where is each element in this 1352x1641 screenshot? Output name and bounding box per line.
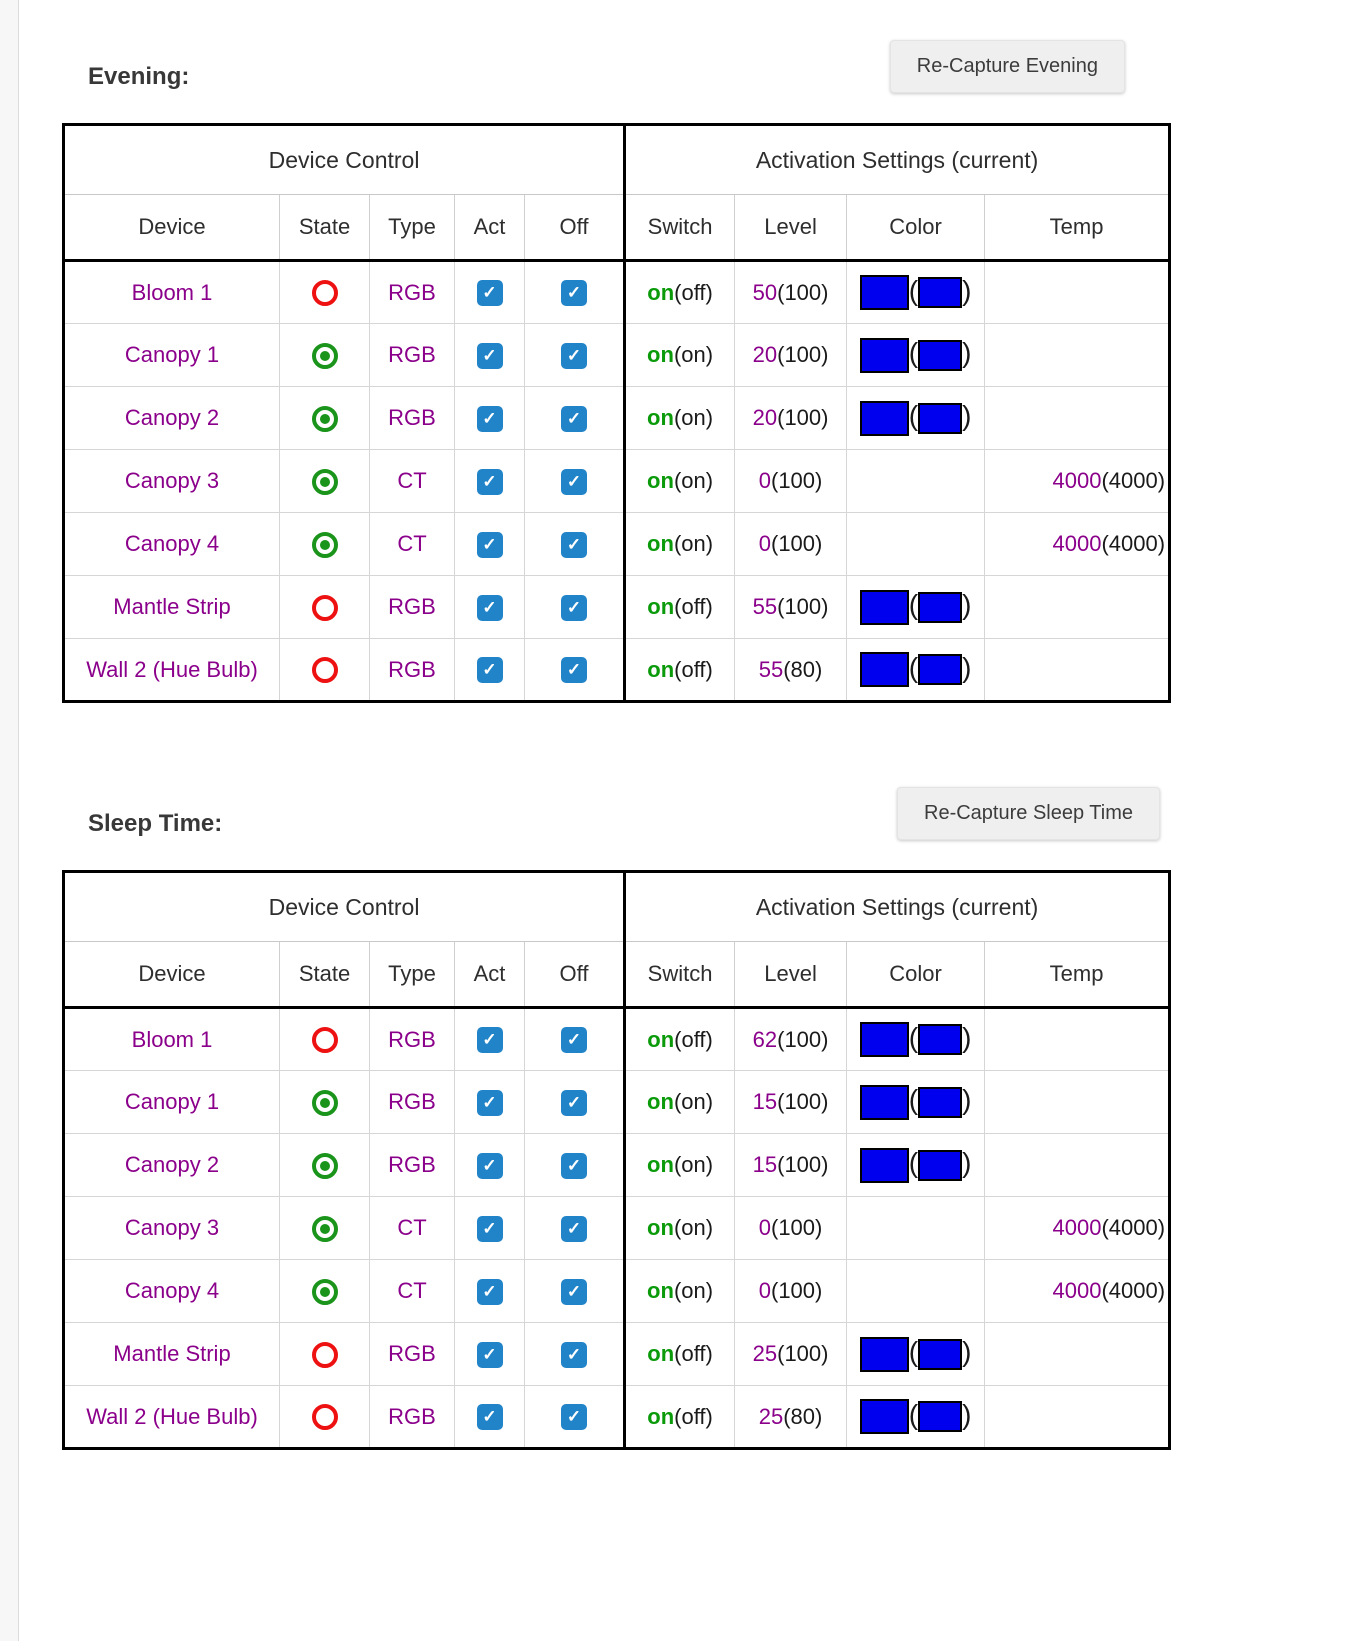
switch-setpoint: on	[647, 1341, 675, 1366]
table-row	[64, 513, 1170, 576]
table-row	[64, 639, 1170, 702]
color-setpoint-swatch	[860, 1337, 909, 1372]
level-setpoint: 0	[758, 1278, 771, 1303]
state-icon	[312, 532, 338, 558]
column-header-row	[64, 195, 1170, 261]
check-icon: ✓	[482, 1218, 497, 1238]
check-icon: ✓	[482, 1281, 497, 1301]
device-name: Canopy 4	[124, 531, 220, 556]
device-control-header: Device Control	[64, 872, 625, 942]
check-icon: ✓	[482, 1407, 497, 1427]
device-control-header: Device Control	[64, 125, 625, 195]
state-icon	[312, 1216, 338, 1242]
device-name: Mantle Strip	[113, 1341, 231, 1366]
col-header-act: Act	[455, 195, 525, 261]
off-checkbox[interactable]	[561, 280, 587, 306]
device-type: CT	[397, 1278, 427, 1303]
color-current-swatch	[918, 1401, 962, 1432]
act-checkbox[interactable]	[477, 1216, 503, 1242]
switch-setpoint: on	[647, 1026, 675, 1052]
level-current: (80)	[783, 1403, 823, 1429]
switch-current: (on)	[673, 342, 714, 367]
switch-setpoint: on	[647, 594, 675, 619]
switch-current: (on)	[673, 531, 714, 556]
level-setpoint: 0	[758, 531, 771, 556]
switch-current: (on)	[673, 1089, 714, 1114]
col-header-temp: Temp	[985, 942, 1170, 1008]
color-setpoint-swatch	[860, 652, 909, 687]
device-name: Canopy 3	[124, 468, 220, 493]
check-icon: ✓	[566, 345, 582, 365]
level-current: (100)	[777, 1026, 829, 1052]
level-setpoint: 62	[752, 1026, 778, 1052]
device-name: Canopy 4	[124, 1278, 220, 1303]
level-setpoint: 20	[752, 405, 778, 430]
switch-current: (off)	[674, 1341, 713, 1366]
color-current-swatch	[918, 1150, 962, 1181]
off-checkbox[interactable]	[561, 1342, 587, 1368]
switch-setpoint: on	[647, 656, 675, 682]
off-checkbox[interactable]	[561, 469, 587, 495]
col-header-device: Device	[64, 942, 280, 1008]
table-row	[64, 1323, 1170, 1386]
recapture-sleep-time-button[interactable]: Re-Capture Sleep Time	[897, 787, 1160, 840]
device-type: RGB	[388, 1026, 436, 1052]
check-icon: ✓	[482, 345, 497, 365]
state-icon	[312, 1279, 338, 1305]
table-row	[64, 1386, 1170, 1449]
col-header-off: Off	[525, 942, 625, 1008]
act-checkbox[interactable]	[477, 343, 503, 369]
group-header-row	[64, 872, 1170, 942]
color-swatches	[860, 337, 972, 368]
level-current: (100)	[777, 1341, 829, 1366]
device-type: RGB	[388, 1403, 436, 1429]
col-header-act: Act	[455, 942, 525, 1008]
switch-setpoint: on	[647, 1278, 674, 1303]
check-icon: ✓	[566, 1344, 582, 1364]
check-icon: ✓	[566, 660, 582, 680]
color-swatches	[860, 1084, 972, 1115]
paren-open: (	[908, 1336, 919, 1367]
level-current: (100)	[771, 1215, 823, 1240]
state-icon	[312, 657, 338, 683]
device-type: CT	[397, 1215, 427, 1240]
switch-setpoint: on	[647, 405, 674, 430]
switch-current: (on)	[673, 1152, 714, 1177]
color-current-swatch	[918, 340, 962, 371]
col-header-switch: Switch	[625, 195, 735, 261]
paren-close: )	[962, 1147, 972, 1178]
switch-setpoint: on	[647, 1215, 674, 1240]
level-current: (100)	[771, 1278, 823, 1303]
sleep-time-section	[62, 787, 1168, 1450]
temp-setpoint: 4000	[1052, 468, 1102, 493]
level-current: (100)	[771, 468, 823, 493]
state-icon	[312, 1404, 338, 1430]
check-icon: ✓	[482, 471, 497, 491]
column-header-row	[64, 942, 1170, 1008]
off-checkbox[interactable]	[561, 532, 587, 558]
color-swatches	[860, 400, 972, 431]
off-checkbox[interactable]	[561, 343, 587, 369]
device-name: Canopy 3	[124, 1215, 220, 1240]
section-title-sleep-time: Sleep Time:	[88, 810, 223, 837]
color-swatches	[860, 1336, 972, 1367]
check-icon: ✓	[566, 1030, 582, 1050]
switch-current: (on)	[673, 1215, 714, 1240]
off-checkbox[interactable]	[561, 657, 587, 683]
level-current: (80)	[783, 656, 823, 682]
paren-close: )	[962, 400, 972, 431]
temp-setpoint: 4000	[1052, 1215, 1102, 1240]
paren-open: (	[908, 589, 919, 620]
temp-current: (4000)	[1101, 531, 1166, 556]
device-type: RGB	[388, 1089, 436, 1114]
scenes-page	[62, 0, 1168, 1450]
check-icon: ✓	[482, 283, 497, 303]
col-header-level: Level	[735, 195, 847, 261]
level-setpoint: 0	[758, 1215, 771, 1240]
act-checkbox[interactable]	[477, 1342, 503, 1368]
level-current: (100)	[777, 405, 829, 430]
check-icon: ✓	[482, 1155, 497, 1175]
temp-current: (4000)	[1101, 468, 1166, 493]
level-setpoint: 25	[758, 1403, 784, 1429]
check-icon: ✓	[566, 408, 582, 428]
col-header-state: State	[280, 942, 370, 1008]
check-icon: ✓	[482, 660, 497, 680]
col-header-off: Off	[525, 195, 625, 261]
level-current: (100)	[777, 1152, 829, 1177]
temp-current: (4000)	[1101, 1278, 1166, 1303]
level-setpoint: 55	[758, 656, 784, 682]
col-header-switch: Switch	[625, 942, 735, 1008]
device-name: Mantle Strip	[113, 594, 231, 619]
level-current: (100)	[777, 594, 829, 619]
level-setpoint: 20	[752, 342, 778, 367]
switch-current: (off)	[674, 1026, 713, 1052]
device-type: RGB	[388, 594, 436, 619]
off-checkbox[interactable]	[561, 406, 587, 432]
device-type: RGB	[388, 279, 436, 305]
check-icon: ✓	[566, 1218, 582, 1238]
evening-section-head	[62, 0, 1168, 93]
switch-setpoint: on	[647, 342, 674, 367]
switch-setpoint: on	[647, 1403, 675, 1429]
device-type: RGB	[388, 405, 436, 430]
color-setpoint-swatch	[860, 1085, 909, 1120]
paren-open: (	[908, 1021, 919, 1053]
level-setpoint: 0	[758, 468, 771, 493]
device-name: Canopy 2	[124, 405, 220, 430]
device-name: Wall 2 (Hue Bulb)	[86, 656, 258, 682]
check-icon: ✓	[566, 1155, 582, 1175]
group-header-row	[64, 125, 1170, 195]
device-type: RGB	[388, 656, 436, 682]
paren-open: (	[908, 1084, 919, 1115]
switch-current: (off)	[674, 1403, 713, 1429]
paren-close: )	[962, 337, 972, 368]
device-type: RGB	[388, 1152, 436, 1177]
color-swatches	[860, 1021, 972, 1053]
col-header-device: Device	[64, 195, 280, 261]
switch-current: (off)	[674, 279, 713, 305]
paren-open: (	[908, 651, 919, 683]
color-setpoint-swatch	[860, 1399, 909, 1434]
paren-open: (	[908, 274, 919, 306]
off-checkbox[interactable]	[561, 1090, 587, 1116]
level-setpoint: 15	[752, 1089, 778, 1114]
state-icon	[312, 469, 338, 495]
color-current-swatch	[918, 1087, 962, 1118]
check-icon: ✓	[566, 597, 582, 617]
act-checkbox[interactable]	[477, 595, 503, 621]
table-row	[64, 1197, 1170, 1260]
table-row	[64, 324, 1170, 387]
switch-setpoint: on	[647, 1089, 674, 1114]
switch-setpoint: on	[647, 279, 675, 305]
state-icon	[312, 406, 338, 432]
color-setpoint-swatch	[860, 401, 909, 436]
act-checkbox[interactable]	[477, 1279, 503, 1305]
level-current: (100)	[777, 342, 829, 367]
sleep-time-section-head	[62, 787, 1168, 840]
check-icon: ✓	[482, 534, 497, 554]
act-checkbox[interactable]	[477, 1153, 503, 1179]
paren-close: )	[962, 1336, 972, 1367]
color-swatches	[860, 274, 972, 306]
color-swatches	[860, 1398, 972, 1430]
color-current-swatch	[918, 403, 962, 434]
check-icon: ✓	[482, 1030, 497, 1050]
color-current-swatch	[918, 592, 962, 623]
paren-close: )	[962, 1021, 972, 1053]
color-setpoint-swatch	[860, 1148, 909, 1183]
table-row	[64, 1260, 1170, 1323]
table-row	[64, 576, 1170, 639]
paren-close: )	[962, 589, 972, 620]
paren-open: (	[908, 1398, 919, 1430]
paren-close: )	[962, 651, 972, 683]
off-checkbox[interactable]	[561, 1216, 587, 1242]
temp-setpoint: 4000	[1052, 531, 1102, 556]
color-setpoint-swatch	[860, 1022, 909, 1057]
color-current-swatch	[918, 1339, 962, 1370]
level-current: (100)	[777, 279, 829, 305]
state-icon	[312, 280, 338, 306]
switch-current: (on)	[673, 405, 714, 430]
level-setpoint: 55	[752, 594, 778, 619]
level-current: (100)	[771, 531, 823, 556]
col-header-temp: Temp	[985, 195, 1170, 261]
state-icon	[312, 1090, 338, 1116]
activation-settings-header: Activation Settings (current)	[625, 125, 1170, 195]
state-icon	[312, 595, 338, 621]
act-checkbox[interactable]	[477, 1404, 503, 1430]
table-row	[64, 450, 1170, 513]
check-icon: ✓	[566, 534, 582, 554]
level-setpoint: 15	[752, 1152, 778, 1177]
check-icon: ✓	[482, 408, 497, 428]
paren-close: )	[962, 1398, 972, 1430]
off-checkbox[interactable]	[561, 595, 587, 621]
switch-setpoint: on	[647, 531, 674, 556]
recapture-evening-button[interactable]: Re-Capture Evening	[890, 40, 1125, 93]
act-checkbox[interactable]	[477, 1090, 503, 1116]
state-icon	[312, 343, 338, 369]
color-setpoint-swatch	[860, 590, 909, 625]
check-icon: ✓	[566, 471, 582, 491]
color-setpoint-swatch	[860, 338, 909, 373]
off-checkbox[interactable]	[561, 1404, 587, 1430]
switch-setpoint: on	[647, 468, 674, 493]
evening-table	[62, 123, 1171, 703]
color-swatches	[860, 1147, 972, 1178]
color-swatches	[860, 651, 972, 683]
level-current: (100)	[777, 1089, 829, 1114]
device-type: CT	[397, 468, 427, 493]
col-header-type: Type	[370, 942, 455, 1008]
paren-open: (	[908, 400, 919, 431]
evening-section	[62, 0, 1168, 703]
paren-close: )	[962, 274, 972, 306]
off-checkbox[interactable]	[561, 1027, 587, 1053]
col-header-color: Color	[847, 942, 985, 1008]
paren-open: (	[908, 1147, 919, 1178]
activation-settings-header: Activation Settings (current)	[625, 872, 1170, 942]
act-checkbox[interactable]	[477, 280, 503, 306]
switch-setpoint: on	[647, 1152, 674, 1177]
table-row	[64, 1071, 1170, 1134]
state-icon	[312, 1027, 338, 1053]
off-checkbox[interactable]	[561, 1153, 587, 1179]
table-row	[64, 261, 1170, 324]
check-icon: ✓	[566, 1281, 582, 1301]
paren-open: (	[908, 337, 919, 368]
level-setpoint: 50	[752, 279, 778, 305]
act-checkbox[interactable]	[477, 406, 503, 432]
check-icon: ✓	[482, 1344, 497, 1364]
off-checkbox[interactable]	[561, 1279, 587, 1305]
device-type: RGB	[388, 342, 436, 367]
table-row	[64, 1134, 1170, 1197]
switch-current: (on)	[673, 468, 714, 493]
state-icon	[312, 1342, 338, 1368]
device-name: Bloom 1	[131, 1026, 213, 1052]
temp-current: (4000)	[1101, 1215, 1166, 1240]
device-name: Bloom 1	[131, 279, 213, 305]
device-name: Wall 2 (Hue Bulb)	[86, 1403, 258, 1429]
device-name: Canopy 1	[124, 1089, 220, 1114]
col-header-state: State	[280, 195, 370, 261]
device-type: RGB	[388, 1341, 436, 1366]
paren-close: )	[962, 1084, 972, 1115]
act-checkbox[interactable]	[477, 469, 503, 495]
check-icon: ✓	[566, 1407, 582, 1427]
color-current-swatch	[918, 654, 962, 685]
color-current-swatch	[918, 277, 962, 308]
col-header-color: Color	[847, 195, 985, 261]
state-icon	[312, 1153, 338, 1179]
col-header-level: Level	[735, 942, 847, 1008]
check-icon: ✓	[482, 597, 497, 617]
switch-current: (off)	[674, 656, 713, 682]
col-header-type: Type	[370, 195, 455, 261]
section-title-evening: Evening:	[88, 63, 190, 90]
check-icon: ✓	[566, 283, 582, 303]
check-icon: ✓	[566, 1092, 582, 1112]
act-checkbox[interactable]	[477, 657, 503, 683]
table-row	[64, 387, 1170, 450]
switch-current: (on)	[673, 1278, 714, 1303]
act-checkbox[interactable]	[477, 1027, 503, 1053]
color-current-swatch	[918, 1024, 962, 1055]
table-row	[64, 1008, 1170, 1071]
sleep-time-table	[62, 870, 1171, 1450]
color-swatches	[860, 589, 972, 620]
device-name: Canopy 2	[124, 1152, 220, 1177]
temp-setpoint: 4000	[1052, 1278, 1102, 1303]
color-setpoint-swatch	[860, 275, 909, 310]
level-setpoint: 25	[752, 1341, 778, 1366]
switch-current: (off)	[674, 594, 713, 619]
device-name: Canopy 1	[124, 342, 220, 367]
device-type: CT	[397, 531, 427, 556]
page-left-gutter	[0, 0, 19, 1641]
act-checkbox[interactable]	[477, 532, 503, 558]
check-icon: ✓	[482, 1092, 497, 1112]
